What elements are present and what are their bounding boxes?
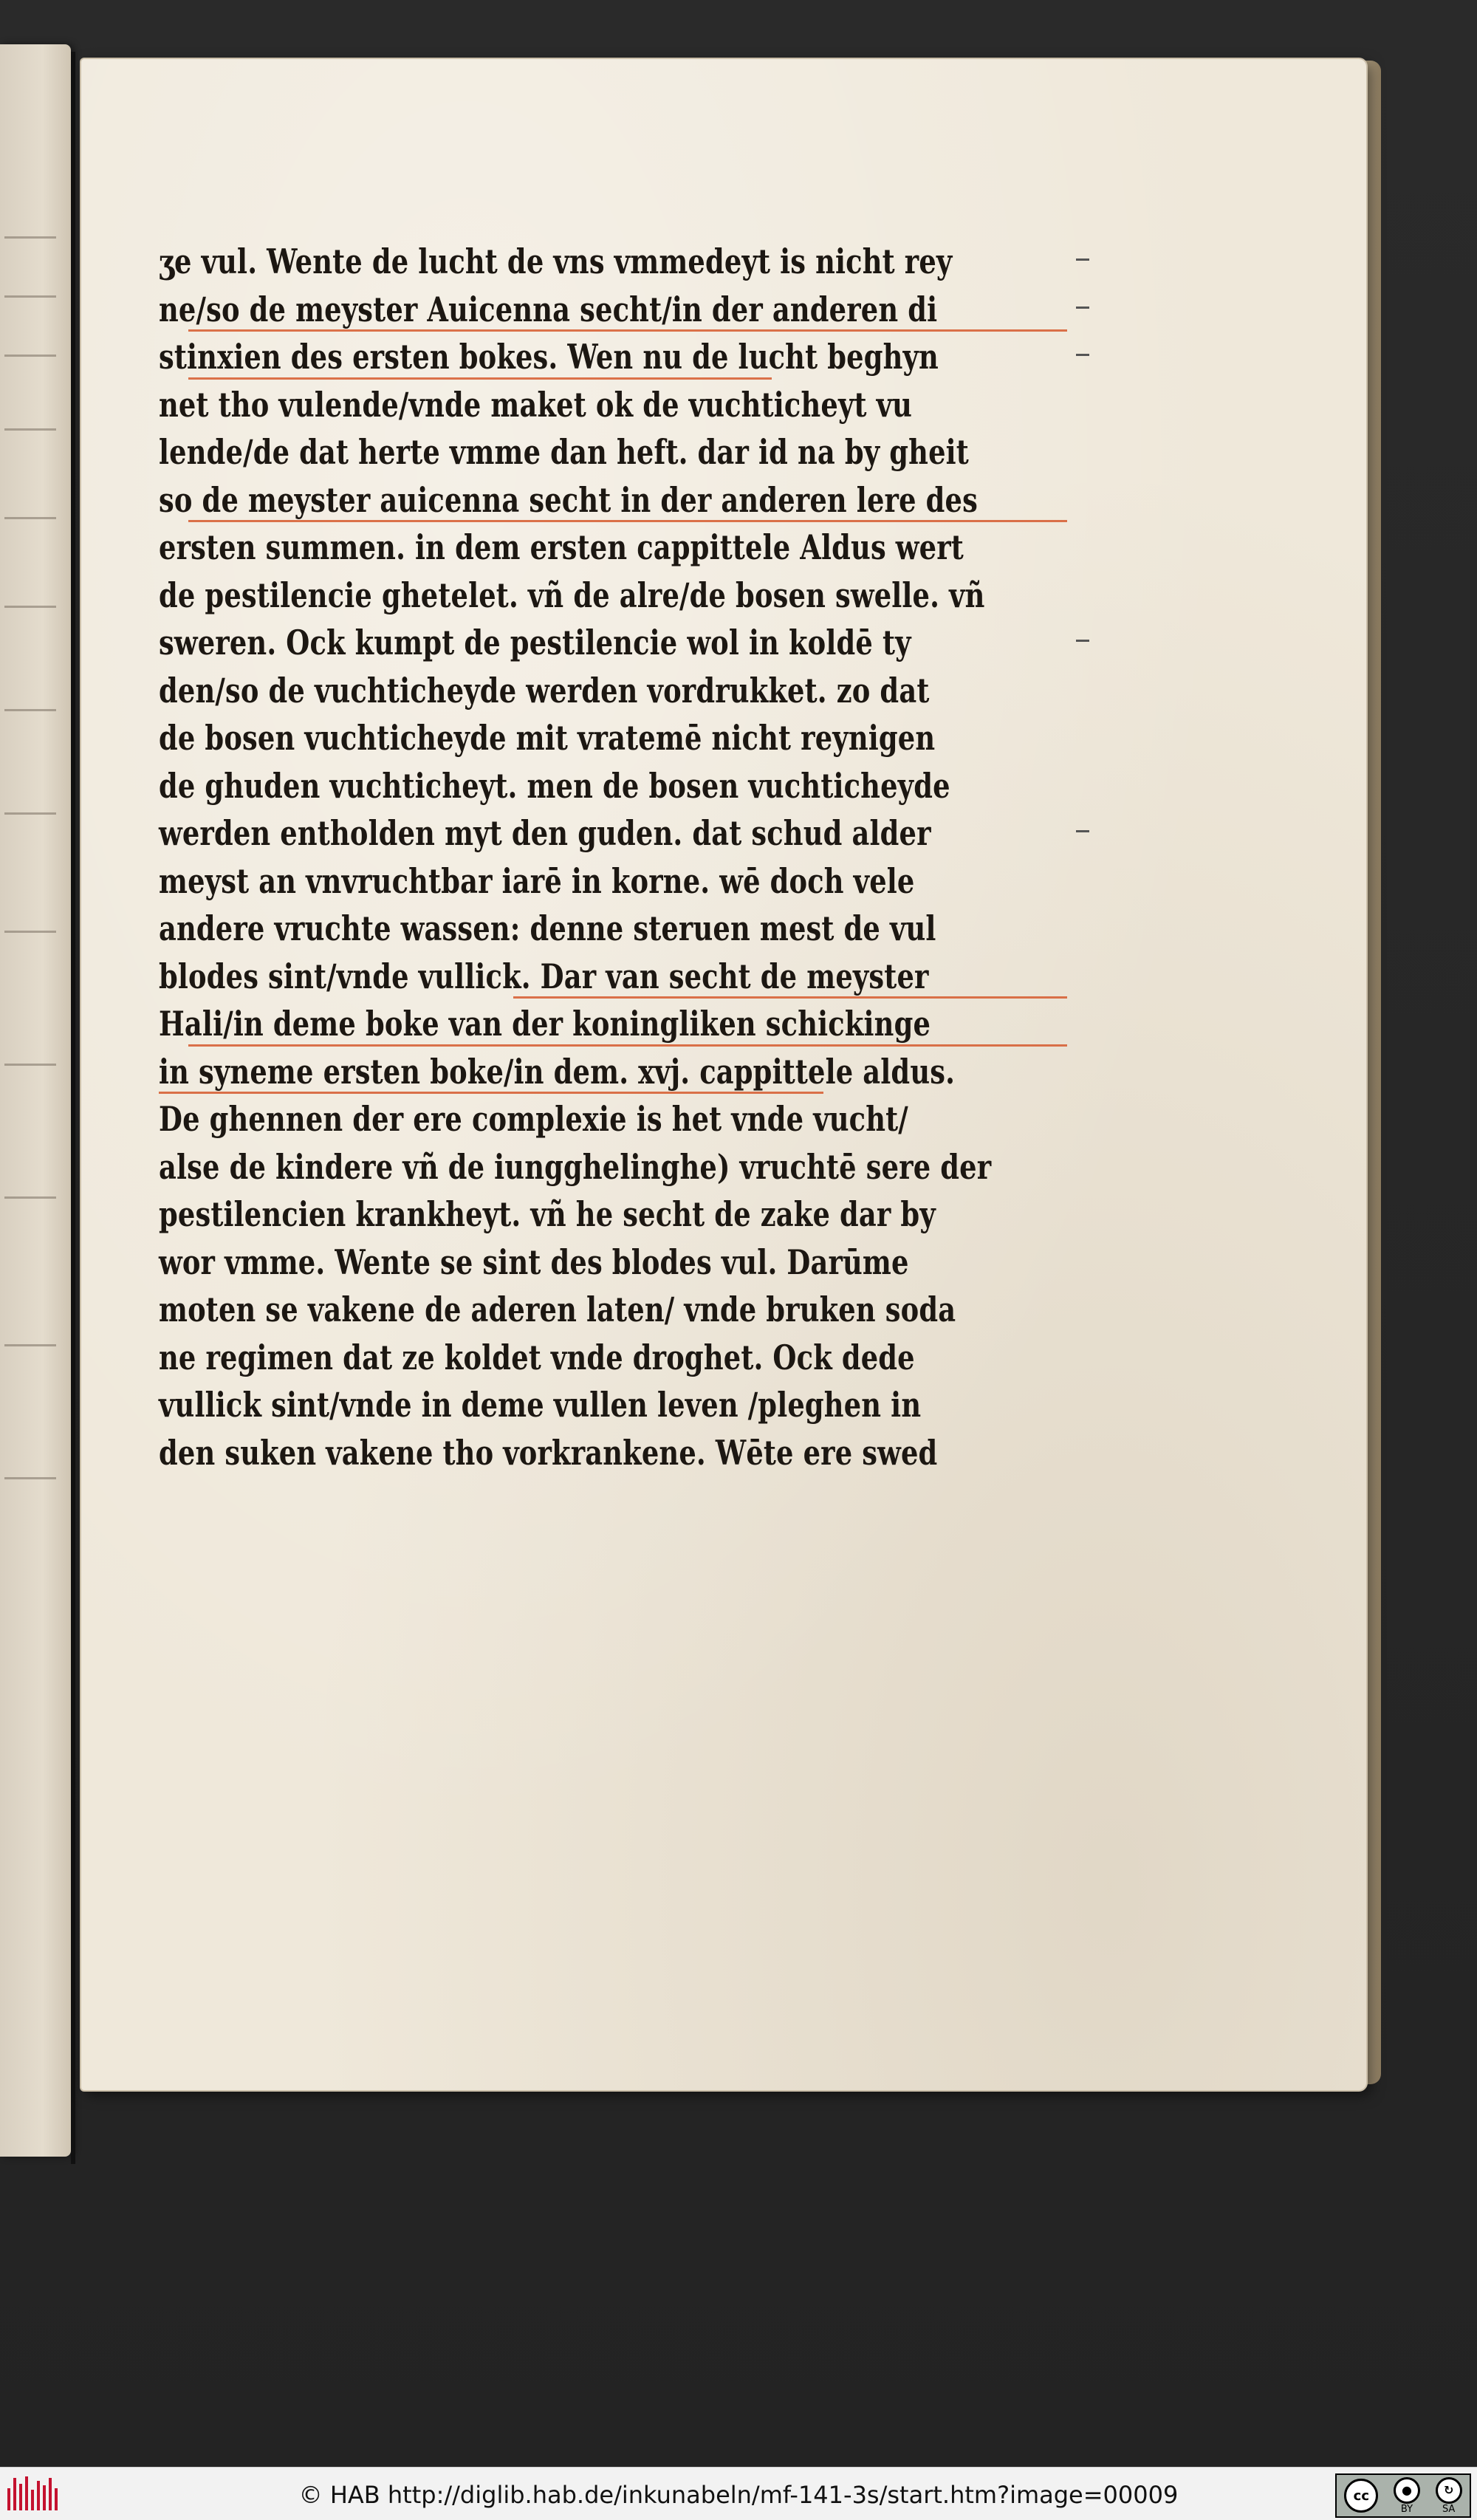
text-line: alse de kindere vñ de iungghelinghe) vruchtē sere der — [159, 1146, 992, 1187]
left-facing-page — [0, 44, 71, 2157]
bleed-line — [4, 295, 56, 298]
text-line: andere vruchte wassen: denne steruen mest de vul — [159, 908, 936, 948]
bleed-line — [4, 812, 56, 815]
gutter — [71, 52, 75, 2164]
cc-license-badge[interactable] — [1335, 2473, 1471, 2518]
sa-icon: ↻ SA — [1436, 2477, 1462, 2515]
text-line: meyst an vnvruchtbar iarē in korne. wē doch vele — [159, 860, 915, 901]
bleed-line — [4, 428, 56, 431]
rubric-underline — [188, 329, 1067, 332]
bleed-line — [4, 1477, 56, 1479]
footer-bar — [0, 2467, 1477, 2520]
bleed-line — [4, 517, 56, 519]
text-line: vullick sint/vnde in deme vullen leven /pleghen in — [159, 1385, 922, 1425]
text-line: lende/de dat herte vmme dan heft. dar id na by gheit — [159, 432, 969, 472]
bleed-line — [4, 606, 56, 608]
text-line: in syneme ersten boke/in dem. xvj. cappittele aldus. — [159, 1048, 1067, 1096]
bleed-line — [4, 236, 56, 239]
text-line: ʒe vul. Wente de lucht de vns vmmedeyt is nicht rey — [159, 238, 1067, 286]
bleed-line — [4, 1344, 56, 1346]
text-line: de ghuden vuchticheyt. men de bosen vuchticheyde — [159, 765, 950, 806]
by-icon: ● BY — [1394, 2477, 1420, 2515]
rubric-underline — [188, 520, 1067, 522]
text-line: de bosen vuchticheyde mit vratemē nicht reynigen — [159, 718, 936, 758]
rubric-underline — [188, 1044, 1067, 1047]
rubric-underline — [513, 996, 1067, 999]
printed-text-block — [159, 238, 1067, 1476]
bleed-line — [4, 931, 56, 933]
text-line: sweren. Ock kumpt de pestilencie wol in koldē ty — [159, 619, 1067, 667]
cc-icon: cc — [1344, 2479, 1378, 2513]
text-line: ersten summen. in dem ersten cappittele Aldus wert — [159, 527, 964, 567]
text-line: den suken vakene tho vorkrankene. Wēte ere swed — [159, 1432, 938, 1473]
text-line: net tho vulende/vnde maket ok de vuchticheyt vu — [159, 384, 913, 425]
rubric-underline — [159, 1092, 823, 1094]
text-line: so de meyster auicenna secht in der anderen lere des — [159, 476, 1067, 524]
bleed-line — [4, 1196, 56, 1199]
bleed-line — [4, 355, 56, 357]
rubric-underline — [188, 377, 772, 380]
text-line: pestilencien krankheyt. vñ he secht de zake dar by — [159, 1194, 936, 1234]
text-line: wor vmme. Wente se sint des blodes vul. Darūme — [159, 1242, 909, 1282]
bleed-line — [4, 1064, 56, 1066]
text-line: werden entholden myt den guden. dat schud alder — [159, 809, 1067, 857]
text-line: stinxien des ersten bokes. Wen nu de lucht beghyn — [159, 333, 1067, 381]
text-line: blodes sint/vnde vullick. Dar van secht de meyster — [159, 953, 1067, 1001]
text-line: moten se vakene de aderen laten/ vnde bruken soda — [159, 1290, 956, 1329]
text-line: ne regimen dat ze koldet vnde droghet. Ock dede — [159, 1337, 915, 1377]
text-line: ne/so de meyster Auicenna secht/in der anderen di — [159, 286, 1067, 334]
text-line: de pestilencie ghetelet. vñ de alre/de bosen swelle. vñ — [159, 575, 985, 615]
text-line: De ghennen der ere complexie is het vnde vucht/ — [159, 1099, 908, 1139]
text-line: Hali/in deme boke van der koningliken schickinge — [159, 1000, 1067, 1048]
copyright-caption: © HAB http://diglib.hab.de/inkunabeln/mf-141-3s/start.htm?image=00009 — [298, 2481, 1179, 2509]
bleed-line — [4, 709, 56, 711]
text-line: den/so de vuchticheyde werden vordrukket. zo dat — [159, 670, 930, 711]
